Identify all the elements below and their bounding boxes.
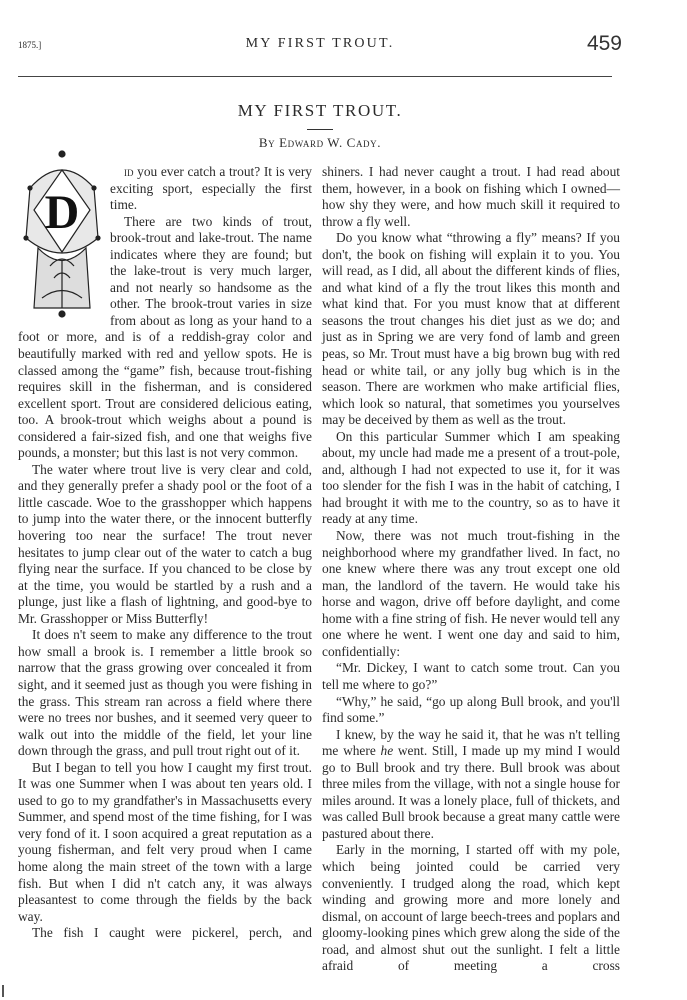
running-title: MY FIRST TROUT. <box>245 36 395 51</box>
paragraph-text: I knew, by the way he said it, that he was n't telling me where <box>322 726 620 759</box>
paragraph: But I began to tell you how I caught my first trout. It was one Summer when I was about ten years old. I used to go to my grandfather's in Massachusetts every Summer, and spend most of the time fishing, for I was very fond of it. I soon acquired a great reputation as a young fisherman, and felt very proud when I came home along the main street of the town with a large fish. But when I did n't catch any, it was always pleasantest to come through the fields by the back way. <box>18 759 312 924</box>
paragraph <box>322 727 620 843</box>
issue-date: 1875.] <box>18 40 42 50</box>
paragraph: There are two kinds of trout, brook-trout and lake-trout. The name indicates where they are found; but the lake-trout is very much larger, and not nearly so handsome as the other. The brook-trout varies in size from about as long as your hand to a foot or more, and is of a reddish-gray color and beautifully marked with red and yellow spots. He is classed among the “game” fish, because trout-fishing requires skill in the fisherman, and is considered excellent sport. Trout are considered delicious eating, too. A brook-trout which weighs about a pound is considered a fair-sized fish, and one that weighs five pounds, a monster; but this last is not very common. <box>18 213 312 461</box>
paragraph: Now, there was not much trout-fishing in the neighborhood where my grandfather lived. In fact, no one knew where there was any trout except one old man, the landlord of the tavern. He would take his horse and wagon, drive off before daylight, and come home with a fine string of fish. He never would tell any one where he went. I went one day and said to him, confidentially: <box>322 528 620 659</box>
page-number: 459 <box>586 32 622 55</box>
right-column <box>322 164 620 975</box>
paragraph: shiners. I had never caught a trout. I had read about them, however, in a book on fishing which I owned—how shy they were, and how much skill it required to throw a fly well. <box>322 164 620 229</box>
byline-prefix: By <box>258 135 276 150</box>
paragraph: “Mr. Dickey, I want to catch some trout. Can you tell me where to go?” <box>322 660 620 692</box>
paragraph: It does n't seem to make any difference to the trout how small a brook is. I remember a little brook so narrow that the grass growing over concealed it from sight, and it seemed just as though you were fishing in the grass. This stream ran across a field where there were no trees nor bushes, and it seemed very queer to walk out into the middle of the field, let your line down through the grass, and pull trout right out of it. <box>18 627 312 759</box>
running-head <box>18 32 622 55</box>
article-title: MY FIRST TROUT. <box>237 101 403 120</box>
paragraph-text: you ever catch a trout? It is very exciting sport, especially the first time. <box>110 164 312 213</box>
paragraph <box>18 164 312 239</box>
paragraph-text: went. Still, I made up my mind I would go to Bull brook and try there. Bull brook was about three miles from the village, with not a single house for miles around. It was a lonely place, full of thickets, and was called Bull brook because a great many cattle were pastured about there. <box>322 743 620 841</box>
left-column <box>18 164 312 942</box>
paragraph: The fish I caught were pickerel, perch, and <box>32 925 312 941</box>
emphasis: he <box>380 743 394 759</box>
ornamental-drop-cap-icon <box>20 148 104 320</box>
paragraph: Do you know what “throwing a fly” means? If you don't, the book on fishing will explain it to you. You will read, as I did, all about the different kinds of flies, and what kind of a fly the trout likes this month and what kind that. For you must know that at different seasons the trout changes his diet just as we do; and just as in Spring we are very fond of lamb and green peas, so Mr. Trout must have a big brown bug with red head or white tail, or any jolly bug which is in the season. There are workmen who make artificial flies, which look so natural, that sometimes you yourselves may be deceived by them as well as the trout. <box>322 230 620 428</box>
title-divider <box>307 129 333 130</box>
paragraph-start: id <box>124 164 134 179</box>
header-rule <box>18 76 612 77</box>
scan-edge-mark <box>2 985 4 997</box>
byline <box>18 135 622 151</box>
paragraph: The water where trout live is very clear and cold, and they generally prefer a shady pool or the foot of a little cascade. Woe to the grasshopper which happens to jump into the water there, or the innocent butterfly hovering too near the surface! The trout never hesitates to jump clear out of the water to catch a bug flying near the surface. If you chanced to be close by at the time, you would be startled by a rush and a plunge, just like a flash of lightning, and good-bye to Mr. Grasshopper or Miss Butterfly! <box>18 461 312 626</box>
paragraph: Early in the morning, I started off with my pole, which being jointed could be carried very conveniently. I trudged along the road, which kept winding and growing more and more lonely and dismal, on account of large beech-trees and poplars and gloomy-looking pines which grew along the side of the road, and almost shut out the sunlight. I felt a little afraid of meeting a cross <box>322 842 620 974</box>
paragraph: “Why,” he said, “go up along Bull brook, and you'll find some.” <box>322 693 620 726</box>
paragraph: On this particular Summer which I am speaking about, my uncle had made me a present of a trout-pole, and, although I had not expected to use it, for it was too slender for the fish I was in the habit of catching, I had brought it with me to the country, so as to have it ready at any time. <box>322 428 620 527</box>
svg-text:D: D <box>44 186 80 239</box>
author-name: Edward W. Cady. <box>279 135 382 150</box>
